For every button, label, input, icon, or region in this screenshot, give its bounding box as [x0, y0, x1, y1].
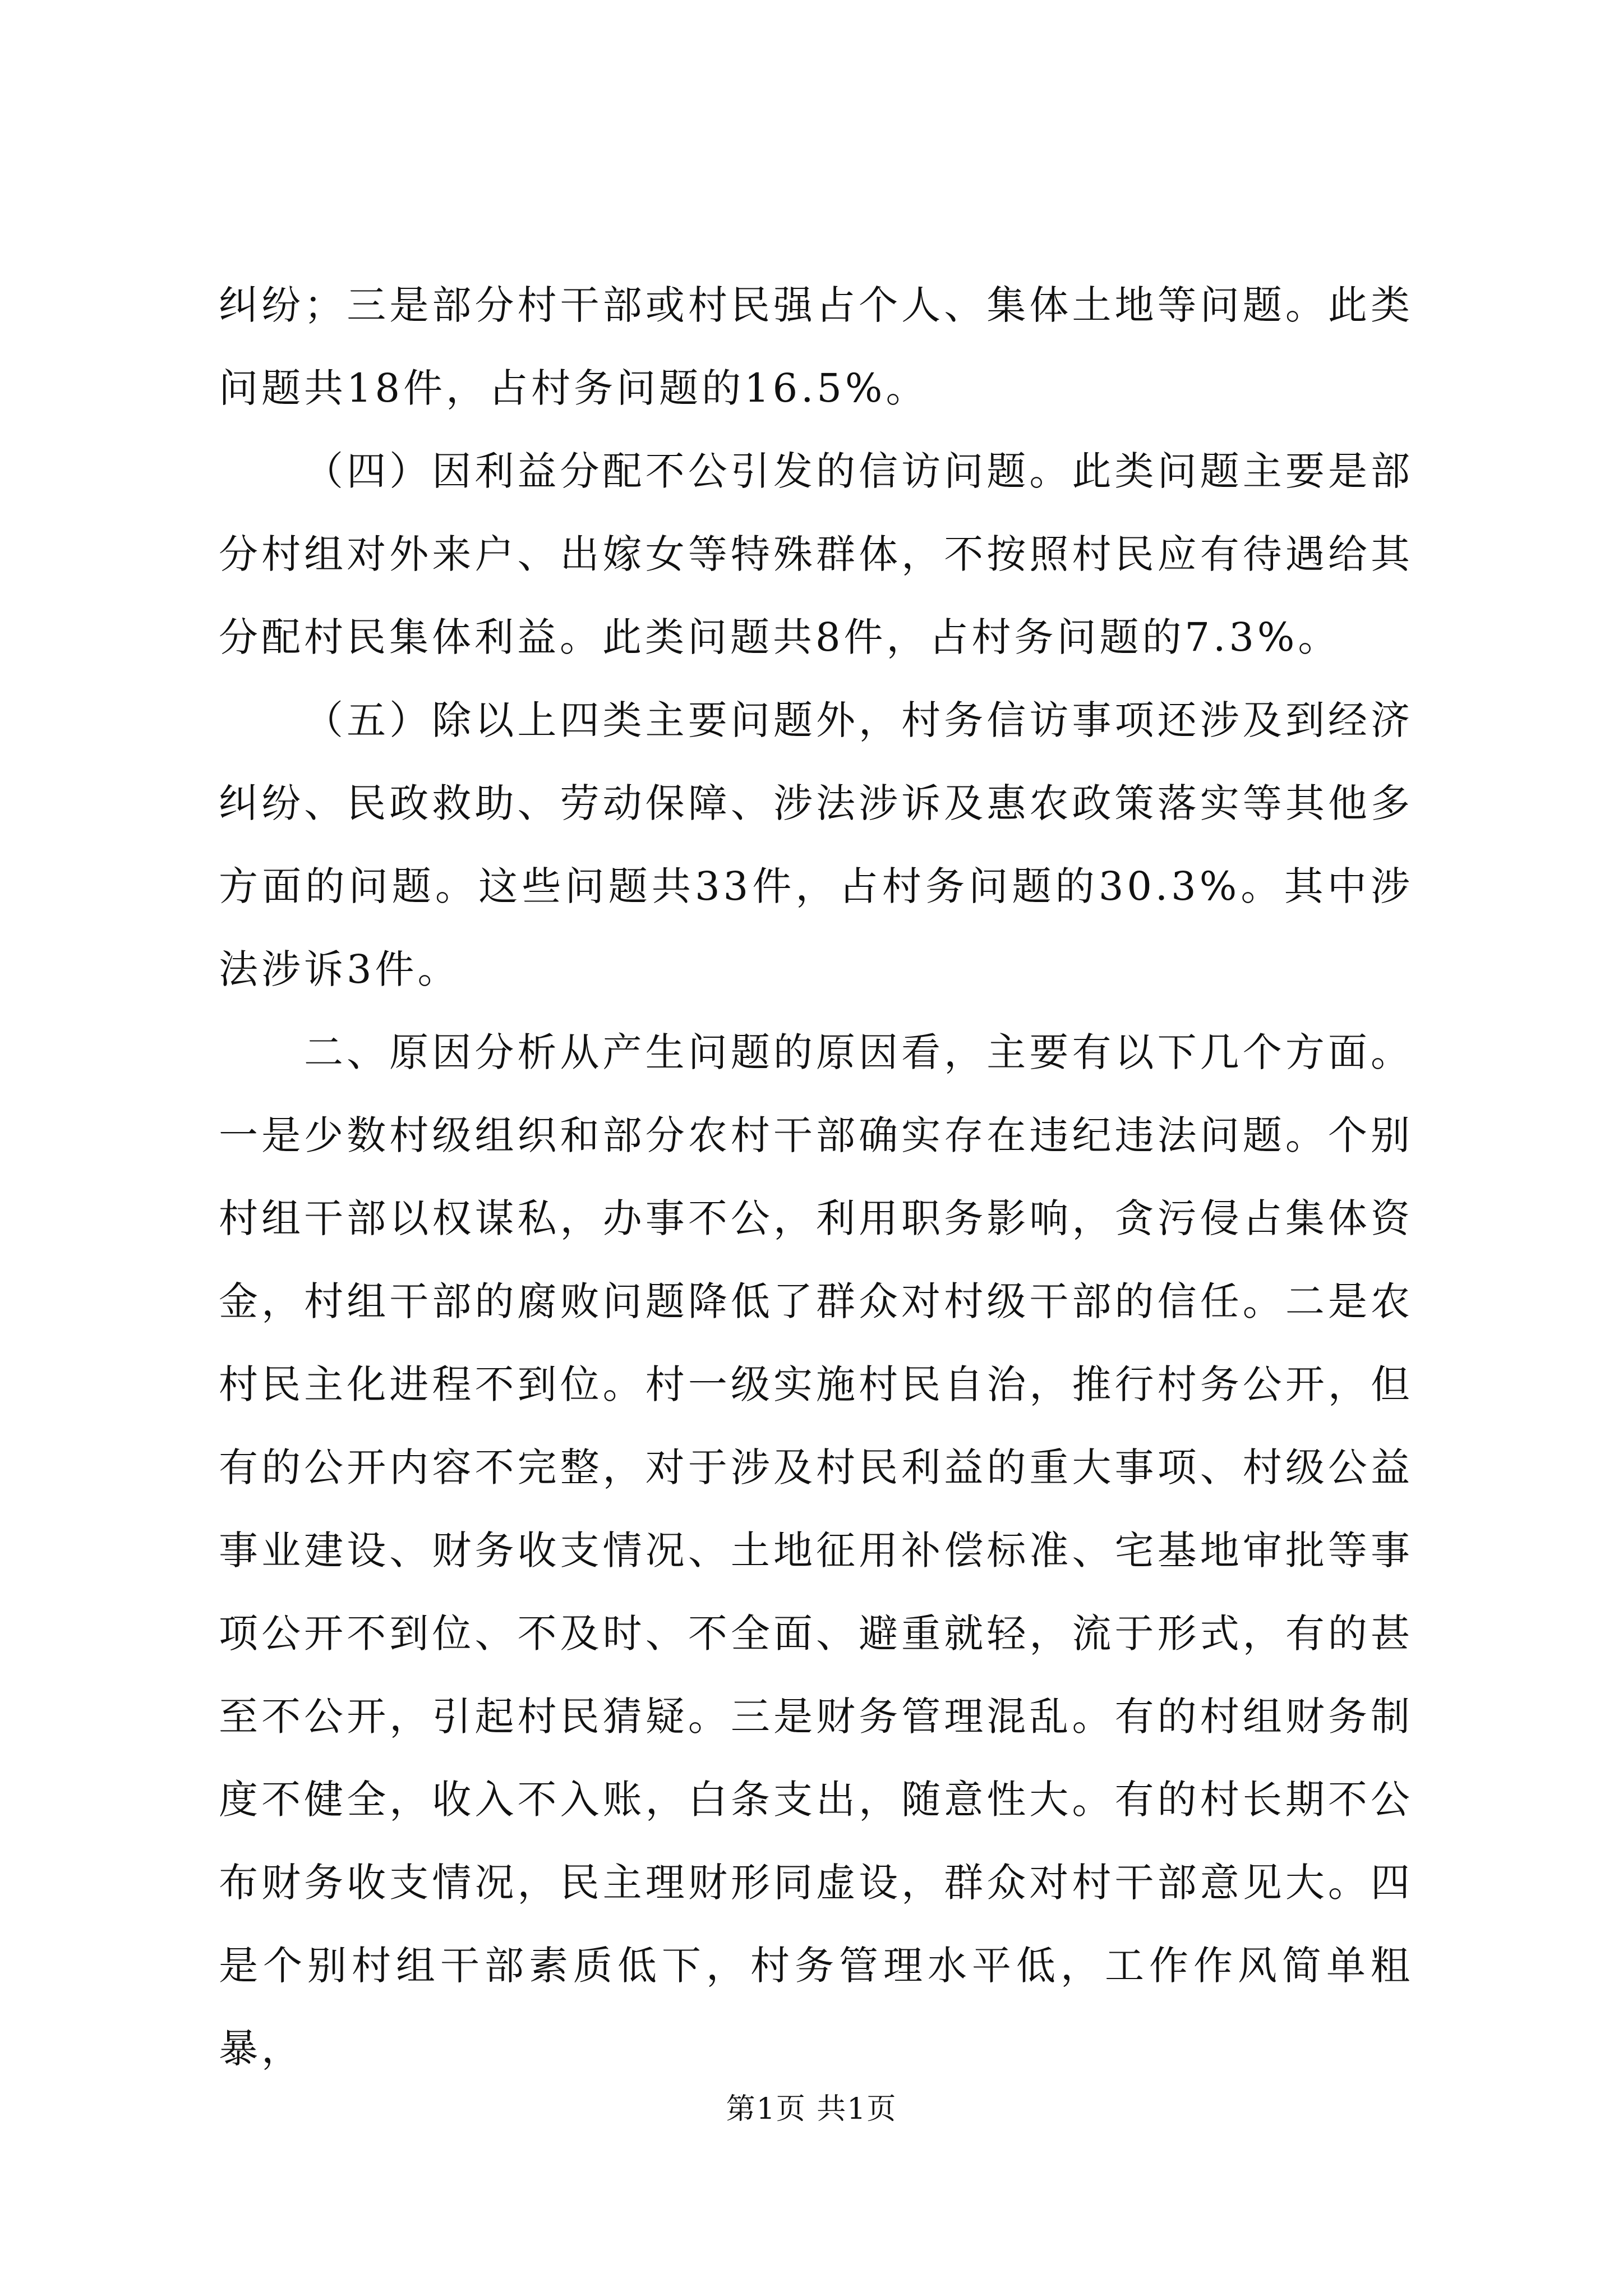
paragraph-section-five: （五）除以上四类主要问题外，村务信访事项还涉及到经济纠纷、民政救助、劳动保障、涉法涉诉及惠农政策落实等其他多方面的问题。这些问题共33件，占村务问题的30.3%。其中涉法涉诉3件。: [219, 697, 1413, 992]
paragraph-section-four: （四）因利益分配不公引发的信访问题。此类问题主要是部分村组对外来户、出嫁女等特殊群体，不按照村民应有待遇给其分配村民集体利益。此类问题共8件，占村务问题的7.3%。: [219, 448, 1413, 660]
document-body: [219, 264, 1413, 2090]
paragraph-cause-analysis: 二、原因分析从产生问题的原因看，主要有以下几个方面。一是少数村级组织和部分农村干部确实存在违纪违法问题。个别村组干部以权谋私，办事不公，利用职务影响，贪污侵占集体资金，村组干部的腐败问题降低了群众对村级干部的信任。二是农村民主化进程不到位。村一级实施村民自治，推行村务公开，但有的公开内容不完整，对于涉及村民利益的重大事项、村级公益事业建设、财务收支情况、土地征用补偿标准、宅基地审批等事项公开不到位、不及时、不全面、避重就轻，流于形式，有的甚至不公开，引起村民猜疑。三是财务管理混乱。有的村组财务制度不健全，收入不入账，白条支出，随意性大。有的村长期不公布财务收支情况，民主理财形同虚设，群众对村干部意见大。四是个别村组干部素质低下，村务管理水平低，工作作风简单粗暴，: [219, 1029, 1413, 2072]
page-footer: 第1页 共1页: [726, 2092, 897, 2126]
paragraph-continuation: 纠纷；三是部分村干部或村民强占个人、集体土地等问题。此类问题共18件，占村务问题的16.5%。: [219, 282, 1413, 411]
